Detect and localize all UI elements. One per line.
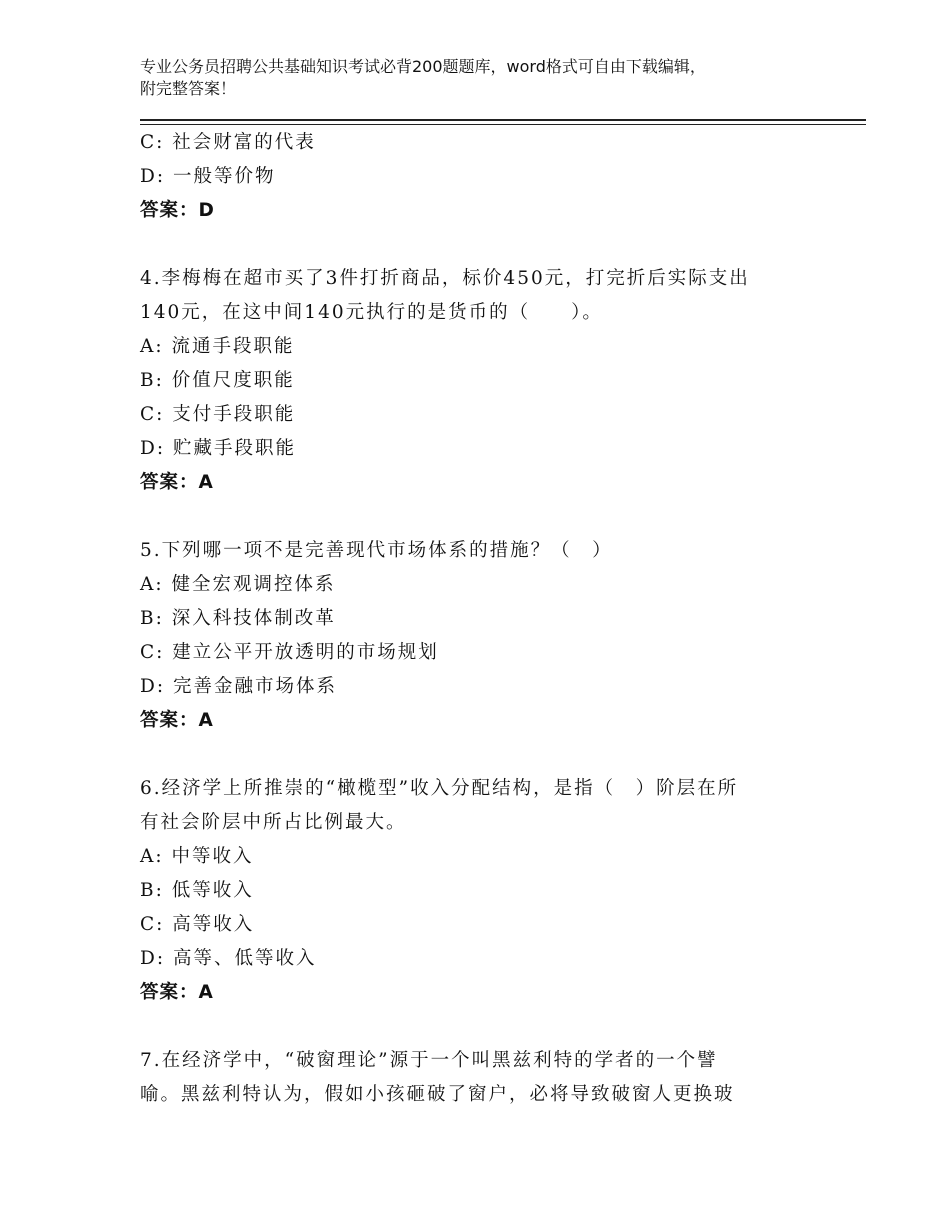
option-b: B: 深入科技体制改革 xyxy=(140,608,336,629)
question-stem: 4.李梅梅在超市买了3件打折商品，标价450元，打完折后实际支出 xyxy=(140,268,750,289)
question-5 xyxy=(140,534,820,738)
spacer xyxy=(140,738,820,772)
answer-line: 答案：A xyxy=(140,710,214,731)
question-7 xyxy=(140,1044,820,1112)
header-line-2: 附完整答案！ xyxy=(140,79,237,98)
option-d: D: 完善金融市场体系 xyxy=(140,676,337,697)
question-stem: 5.下列哪一项不是完善现代市场体系的措施？（ ） xyxy=(140,540,613,561)
header-line-1: 专业公务员招聘公共基础知识考试必背200题题库，word格式可自由下载编辑， xyxy=(140,57,706,76)
option-b: B: 价值尺度职能 xyxy=(140,370,295,391)
option-d: D: 贮藏手段职能 xyxy=(140,438,296,459)
option-c: C: 支付手段职能 xyxy=(140,404,296,425)
option-a: A: 健全宏观调控体系 xyxy=(140,574,336,595)
question-6 xyxy=(140,772,820,1010)
option-a: A: 中等收入 xyxy=(140,846,254,867)
header-rule-thick xyxy=(140,119,866,121)
option-d: D: 一般等价物 xyxy=(140,166,276,187)
question-stem: 140元，在这中间140元执行的是货币的（ ）。 xyxy=(140,302,603,323)
question-list xyxy=(140,126,820,1112)
option-b: B: 低等收入 xyxy=(140,880,254,901)
spacer xyxy=(140,500,820,534)
question-stem: 有社会阶层中所占比例最大。 xyxy=(140,812,407,833)
option-d: D: 高等、低等收入 xyxy=(140,948,317,969)
answer-line: 答案：A xyxy=(140,472,214,493)
question-stem: 6.经济学上所推崇的“橄榄型”收入分配结构，是指（ ）阶层在所 xyxy=(140,778,739,799)
spacer xyxy=(140,228,820,262)
answer-line: 答案：D xyxy=(140,200,215,221)
option-c: C: 高等收入 xyxy=(140,914,255,935)
option-a: A: 流通手段职能 xyxy=(140,336,295,357)
question-fragment-top xyxy=(140,126,820,228)
page-header xyxy=(140,56,830,100)
question-stem: 7.在经济学中，“破窗理论”源于一个叫黑兹利特的学者的一个譬 xyxy=(140,1050,718,1071)
question-stem: 喻。黑兹利特认为，假如小孩砸破了窗户，必将导致破窗人更换玻 xyxy=(140,1084,735,1105)
answer-line: 答案：A xyxy=(140,982,214,1003)
header-rule-thin xyxy=(140,124,866,125)
option-c: C: 社会财富的代表 xyxy=(140,132,316,153)
option-c: C: 建立公平开放透明的市场规划 xyxy=(140,642,439,663)
spacer xyxy=(140,1010,820,1044)
question-4 xyxy=(140,262,820,500)
